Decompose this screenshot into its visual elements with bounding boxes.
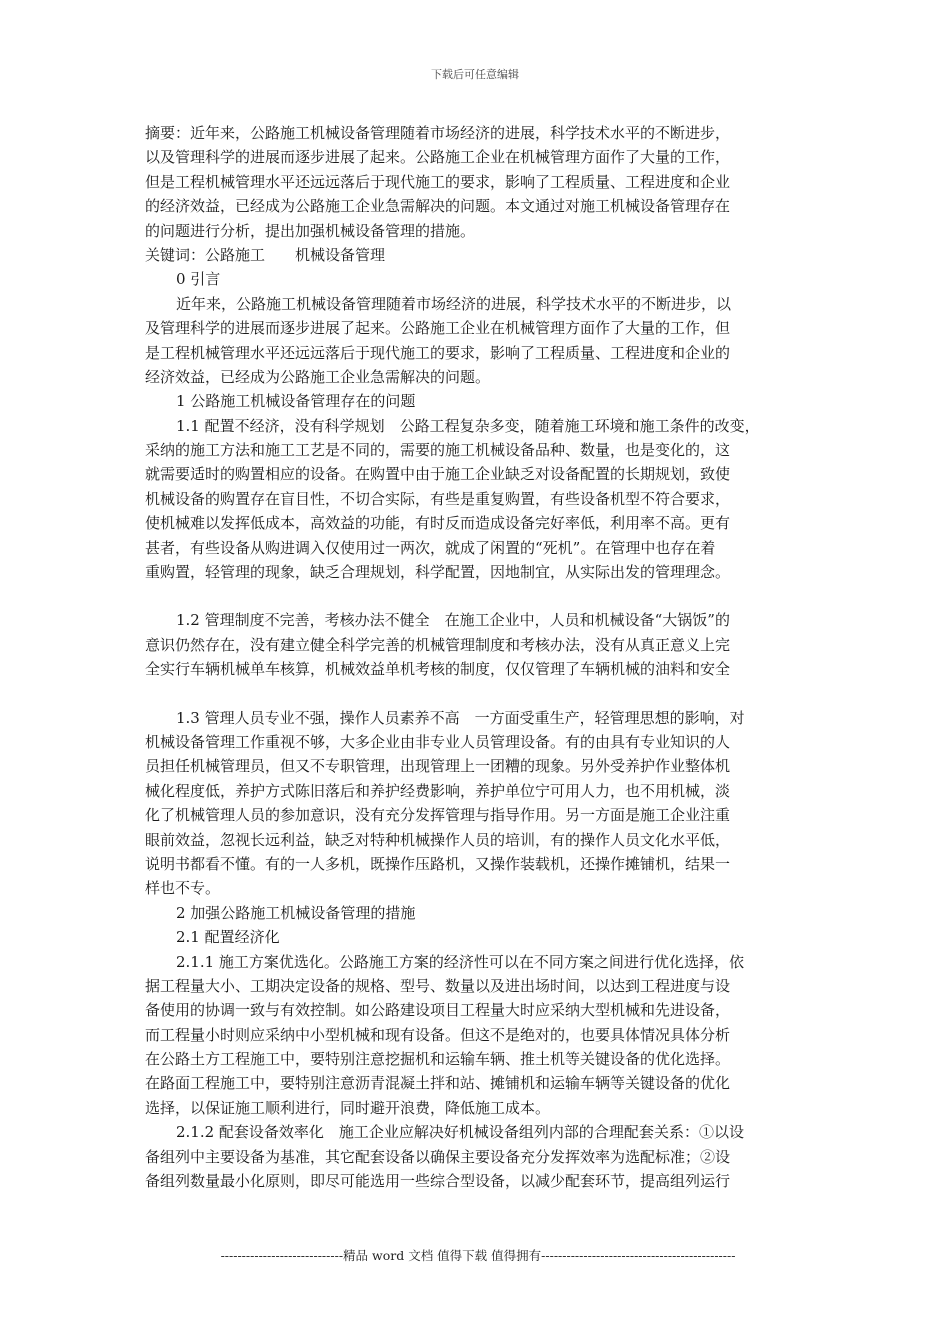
- paragraph-spacer: [145, 682, 811, 706]
- paragraph-line: 1.1 配置不经济，没有科学规划 公路工程复杂多变，随着施工环境和施工条件的改变，: [176, 416, 760, 435]
- paragraph-line: 使机械难以发挥低成本，高效益的功能，有时反而造成设备完好率低，利用率不高。更有: [145, 514, 731, 533]
- section-heading: 0 引言: [176, 270, 221, 289]
- paragraph-line: 在公路土方工程施工中，要特别注意挖掘机和运输车辆、推土机等关键设备的优化选择。: [145, 1050, 731, 1069]
- paragraph-line: 近年来，公路施工机械设备管理随着市场经济的进展，科学技术水平的不断进步，以: [176, 294, 732, 313]
- paragraph-line: 1.2 管理制度不完善，考核办法不健全 在施工企业中，人员和机械设备“大锅饭”的: [176, 611, 730, 630]
- section-heading: 2 加强公路施工机械设备管理的措施: [176, 903, 416, 922]
- document-body: [145, 121, 811, 1193]
- section-1: [145, 389, 811, 900]
- page-header-note: 下载后可任意编辑: [431, 68, 519, 81]
- page-footer: -----------------------------精品 word 文档 值得下载 值得拥有----------------------------------------------: [220, 1248, 736, 1263]
- paragraph-line: 据工程量大小、工期决定设备的规格、型号、数量以及进出场时间，以达到工程进度与设: [145, 976, 731, 995]
- abstract: [145, 121, 811, 267]
- paragraph-line: 而工程量小时则应采纳中小型机械和现有设备。但这不是绝对的，也要具体情况具体分析: [145, 1025, 731, 1044]
- paragraph-line: 员担任机械管理员，但又不专职管理，出现管理上一团糟的现象。另外受养护作业整体机: [145, 757, 731, 776]
- paragraph-line: 就需要适时的购置相应的设备。在购置中由于施工企业缺乏对设备配置的长期规划，致使: [145, 465, 731, 484]
- paragraph-line: 样也不专。: [145, 879, 221, 898]
- paragraph-line: 在路面工程施工中，要特别注意沥青混凝土拌和站、摊铺机和运输车辆等关键设备的优化: [145, 1074, 731, 1093]
- paragraph-line: 意识仍然存在，没有建立健全科学完善的机械管理制度和考核办法，没有从真正意义上完: [145, 635, 731, 654]
- paragraph-line: 1.3 管理人员专业不强，操作人员素养不高 一方面受重生产，轻管理思想的影响，对: [176, 708, 745, 727]
- paragraph-line: 机械设备管理工作重视不够，大多企业由非专业人员管理设备。有的由具有专业知识的人: [145, 732, 731, 751]
- abstract-line: 但是工程机械管理水平还远远落后于现代施工的要求，影响了工程质量、工程进度和企业: [145, 172, 731, 191]
- paragraph-line: 经济效益，已经成为公路施工企业急需解决的问题。: [145, 367, 491, 386]
- paragraph-spacer: [145, 584, 811, 608]
- paragraph-line: 备组列中主要设备为基准，其它配套设备以确保主要设备充分发挥效率为选配标准；②设: [145, 1147, 731, 1166]
- paragraph-line: 甚者，有些设备从购进调入仅使用过一两次，就成了闲置的“死机”。在管理中也存在着: [145, 538, 716, 557]
- paragraph-line: 重购置，轻管理的现象，缺乏合理规划，科学配置，因地制宜，从实际出发的管理理念。: [145, 563, 731, 582]
- abstract-line: 以及管理科学的进展而逐步进展了起来。公路施工企业在机械管理方面作了大量的工作，: [145, 148, 731, 167]
- paragraph-line: 是工程机械管理水平还远远落后于现代施工的要求，影响了工程质量、工程进度和企业的: [145, 343, 731, 362]
- abstract-line: 的问题进行分析，提出加强机械设备管理的措施。: [145, 221, 476, 240]
- keywords: 关键词：公路施工 机械设备管理: [145, 245, 386, 264]
- paragraph-line: 及管理科学的进展而逐步进展了起来。公路施工企业在机械管理方面作了大量的工作，但: [145, 319, 731, 338]
- abstract-line: 的经济效益，已经成为公路施工企业急需解决的问题。本文通过对施工机械设备管理存在: [145, 197, 731, 216]
- paragraph-line: 械化程度低，养护方式陈旧落后和养护经费影响，养护单位宁可用人力，也不用机械，淡: [145, 781, 731, 800]
- abstract-line: 摘要：近年来，公路施工机械设备管理随着市场经济的进展，科学技术水平的不断进步，: [145, 124, 731, 142]
- paragraph-line: 全实行车辆机械单车核算，机械效益单机考核的制度，仅仅管理了车辆机械的油料和安全: [145, 660, 731, 679]
- subsection-heading: 2.1 配置经济化: [176, 928, 280, 947]
- paragraph-line: 2.1.2 配套设备效率化 施工企业应解决好机械设备组列内部的合理配套关系：①以设: [176, 1123, 744, 1142]
- paragraph-line: 选择，以保证施工顺利进行，同时避开浪费，降低施工成本。: [145, 1098, 551, 1117]
- paragraph-line: 说明书都看不懂。有的一人多机，既操作压路机，又操作装载机，还操作摊铺机，结果一: [145, 854, 731, 873]
- paragraph-line: 2.1.1 施工方案优选化。公路施工方案的经济性可以在不同方案之间进行优化选择，依: [176, 952, 744, 971]
- paragraph-line: 机械设备的购置存在盲目性，不切合实际，有些是重复购置，有些设备机型不符合要求，: [145, 489, 731, 508]
- section-heading: 1 公路施工机械设备管理存在的问题: [176, 392, 416, 411]
- paragraph-line: 备组列数量最小化原则，即尽可能选用一些综合型设备，以减少配套环节，提高组列运行: [145, 1172, 731, 1191]
- section-2: [145, 901, 811, 1194]
- intro-section: [145, 267, 811, 389]
- paragraph-line: 备使用的协调一致与有效控制。如公路建设项目工程量大时应采纳大型机械和先进设备，: [145, 1001, 731, 1020]
- paragraph-line: 采纳的施工方法和施工工艺是不同的，需要的施工机械设备品种、数量，也是变化的，这: [145, 441, 731, 460]
- paragraph-line: 化了机械管理人员的参加意识，没有充分发挥管理与指导作用。另一方面是施工企业注重: [145, 806, 731, 825]
- paragraph-line: 眼前效益，忽视长远利益，缺乏对特种机械操作人员的培训，有的操作人员文化水平低，: [145, 830, 731, 849]
